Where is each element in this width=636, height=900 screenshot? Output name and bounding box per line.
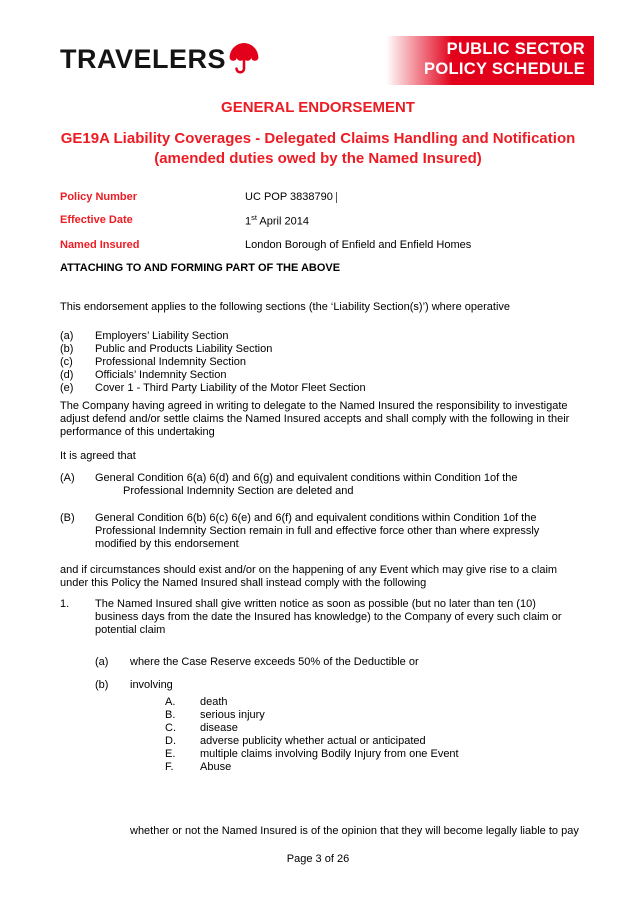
policy-number-value (245, 191, 576, 204)
effective-date-label: Effective Date (60, 214, 133, 227)
banner-line-policy-schedule: POLICY SCHEDULE (424, 59, 585, 78)
involving-item-A (165, 696, 576, 709)
delegation-paragraph: The Company having agreed in writing to delegate to the Named Insured the responsibility to investigate adjust defend and/or settle claims the Named Insured accepts and shall comply with the following in their performance of this undertaking (60, 399, 570, 438)
policy-fields (60, 191, 576, 252)
involving-item-label: D. (165, 735, 176, 748)
list-item-label: (d) (60, 368, 74, 381)
effective-date-day: 1 (245, 216, 252, 229)
involving-item-label: A. (165, 696, 176, 709)
involving-item-label: E. (165, 748, 176, 761)
involving-item-B (165, 709, 576, 722)
list-item-text: Professional Indemnity Section (95, 355, 247, 368)
involving-item-text: Abuse (200, 761, 232, 774)
general-endorsement-title: GENERAL ENDORSEMENT (221, 98, 415, 116)
condition-B-text: General Condition 6(b) 6(c) 6(e) and 6(f) and equivalent conditions within Condition 1of the Professional Indemnity Section remain in full and effective force other than where expressly modified by this endorsement (95, 511, 540, 550)
named-insured-row (60, 239, 576, 252)
effective-date-rest: April 2014 (256, 216, 309, 229)
clause-1a-label: (a) (95, 656, 109, 669)
clause-1a (95, 656, 576, 669)
condition-B-label: (B) (60, 511, 75, 524)
travelers-wordmark: TRAVELERS (60, 44, 227, 74)
involving-item-E (165, 748, 576, 761)
involving-item-F (165, 761, 576, 774)
effective-date-value (245, 214, 576, 229)
page-footer: Page 3 of 26 (286, 853, 350, 866)
clause-1-label: 1. (60, 598, 70, 611)
clause-1a-text: where the Case Reserve exceeds 50% of the Deductible or (130, 656, 419, 669)
named-insured-value: London Borough of Enfield and Enfield Homes (245, 239, 472, 252)
banner-line-public-sector: PUBLIC SECTOR (446, 40, 585, 58)
policy-number-label: Policy Number (60, 191, 138, 204)
involving-item-text: disease (200, 722, 238, 735)
list-item-text: Public and Products Liability Section (95, 342, 273, 355)
involving-item-text: serious injury (200, 709, 265, 722)
involving-item-text: adverse publicity whether actual or anticipated (200, 735, 426, 748)
involving-item-C (165, 722, 576, 735)
condition-A (60, 472, 576, 498)
list-item-text: Cover 1 - Third Party Liability of the Motor Fleet Section (95, 381, 366, 394)
public-sector-banner (386, 36, 594, 85)
clause-1b (95, 679, 576, 692)
clause-1b-label: (b) (95, 679, 109, 692)
policy-number-row (60, 191, 576, 204)
list-item-label: (c) (60, 355, 73, 368)
involving-item-text: multiple claims involving Bodily Injury from one Event (200, 748, 459, 761)
list-item-text: Employers’ Liability Section (95, 329, 229, 342)
involving-list (165, 696, 576, 774)
liability-sections-list (60, 330, 576, 395)
named-insured-label: Named Insured (60, 239, 140, 252)
list-item-e (60, 382, 576, 395)
condition-A-text (95, 472, 576, 498)
list-item-label: (b) (60, 342, 74, 355)
condition-A-line1: General Condition 6(a) 6(d) and 6(g) and equivalent conditions within Condition 1of the (95, 471, 518, 484)
list-item-text: Officials’ Indemnity Section (95, 368, 227, 381)
umbrella-icon (228, 41, 260, 77)
involving-item-label: B. (165, 709, 176, 722)
policy-number-text: UC POP 3838790 (245, 191, 333, 204)
travelers-logo (60, 46, 260, 77)
involving-item-D (165, 735, 576, 748)
condition-B (60, 512, 576, 551)
circumstances-paragraph: and if circumstances should exist and/or on the happening of any Event which may give rise to a claim under this Policy the Named Insured shall instead comply with the following (60, 563, 558, 589)
clause-1-text: The Named Insured shall give written notice as soon as possible (but no later than ten (10) business days from the date the Insured has knowledge) to the Company of every such claim or potential claim (95, 598, 562, 637)
endorsement-subtitle: GE19A Liability Coverages - Delegated Claims Handling and Notification (amended duties owed by the Named Insured) (60, 129, 576, 167)
involving-item-text: death (200, 696, 228, 709)
involving-item-label: F. (165, 761, 174, 774)
effective-date-ordinal: st (251, 213, 257, 223)
effective-date-row (60, 214, 576, 229)
intro-paragraph: This endorsement applies to the following sections (the ‘Liability Section(s)’) where operative (60, 301, 511, 313)
list-item-d (60, 369, 576, 382)
list-item-label: (e) (60, 381, 74, 394)
list-item-b (60, 343, 576, 356)
condition-A-line2: Professional Indemnity Section are deleted and (123, 484, 354, 497)
clause-1b-text: involving (130, 679, 173, 692)
condition-A-label: (A) (60, 471, 75, 484)
closing-line: whether or not the Named Insured is of the opinion that they will become legally liable to pay (130, 825, 579, 838)
clause-1 (60, 598, 576, 637)
agreed-line: It is agreed that (60, 449, 136, 462)
involving-item-label: C. (165, 722, 176, 735)
document-header (60, 36, 585, 85)
attaching-heading: ATTACHING TO AND FORMING PART OF THE ABOVE (60, 262, 341, 275)
list-item-label: (a) (60, 329, 74, 342)
list-item-a (60, 330, 576, 343)
list-item-c (60, 356, 576, 369)
text-cursor-artifact (336, 192, 337, 203)
